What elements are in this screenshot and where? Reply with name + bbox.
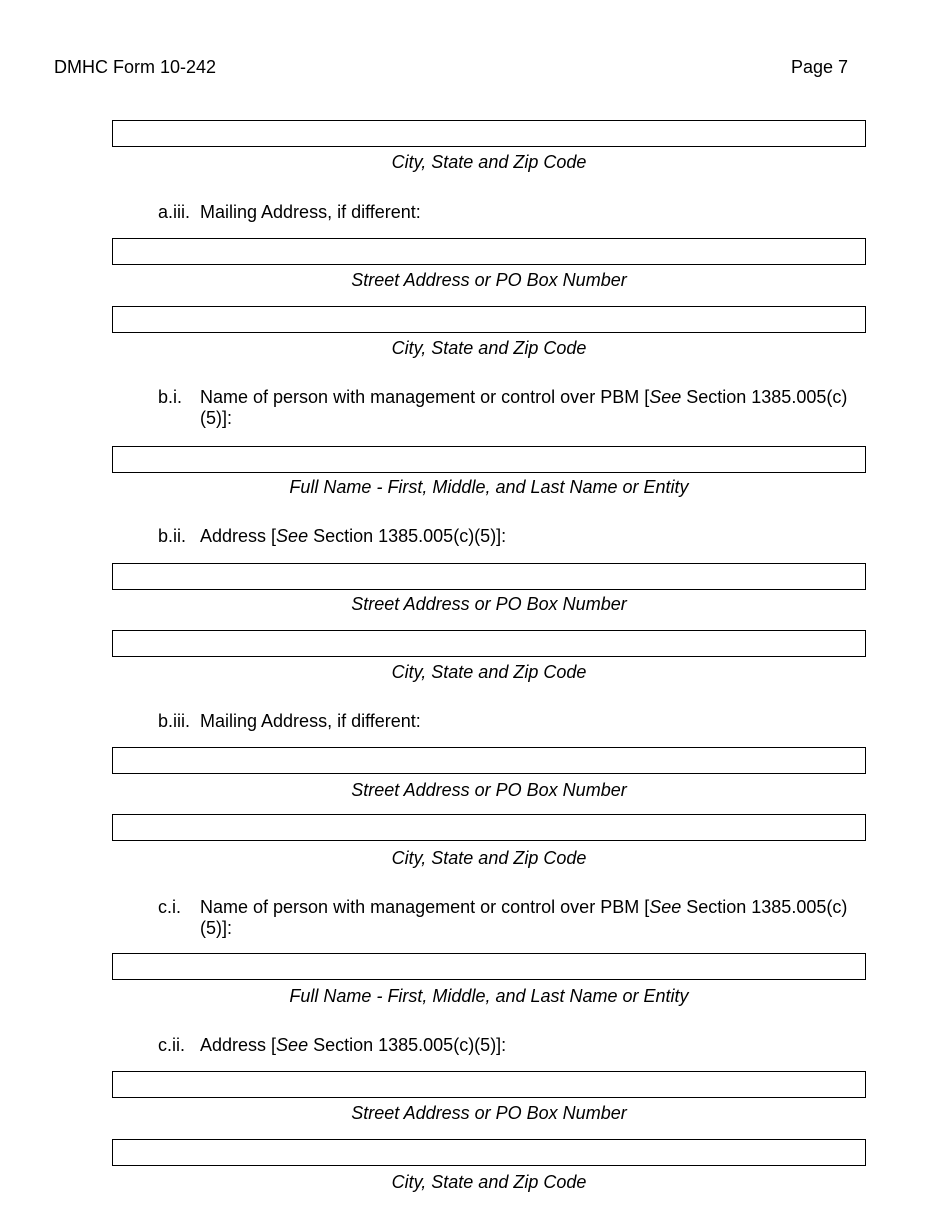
question-number: c.i.: [158, 897, 182, 917]
question-text: Name of person with management or control over PBM [See Section 1385.005(c)(5)]:: [200, 897, 848, 938]
b-iii-city-state-zip-field[interactable]: [112, 814, 866, 841]
full-name-caption: Full Name - First, Middle, and Last Name or Entity: [289, 477, 689, 497]
question-text: Mailing Address, if different:: [200, 711, 421, 731]
question-b-iii: [158, 711, 858, 732]
city-state-zip-caption: City, State and Zip Code: [391, 1172, 587, 1192]
question-text: Address [See Section 1385.005(c)(5)]:: [200, 526, 507, 546]
question-c-i: [158, 897, 858, 939]
question-number: b.iii.: [158, 711, 191, 731]
question-number: b.i.: [158, 387, 183, 407]
street-caption: Street Address or PO Box Number: [351, 1103, 627, 1123]
a-ii-city-state-zip-field[interactable]: [112, 120, 866, 147]
b-ii-street-field[interactable]: [112, 563, 866, 590]
c-ii-city-state-zip-field[interactable]: [112, 1139, 866, 1166]
city-state-zip-caption: City, State and Zip Code: [391, 662, 587, 682]
form-id: DMHC Form 10-242: [54, 57, 217, 77]
question-text: Address [See Section 1385.005(c)(5)]:: [200, 1035, 507, 1055]
street-caption: Street Address or PO Box Number: [351, 270, 627, 290]
city-state-zip-caption: City, State and Zip Code: [391, 848, 587, 868]
page-number: Page 7: [791, 57, 849, 77]
city-state-zip-caption: City, State and Zip Code: [391, 338, 587, 358]
question-number: a.iii.: [158, 202, 191, 222]
question-number: b.ii.: [158, 526, 187, 546]
question-text: Mailing Address, if different:: [200, 202, 421, 222]
full-name-caption: Full Name - First, Middle, and Last Name or Entity: [289, 986, 689, 1006]
question-a-iii: [158, 202, 858, 223]
city-state-zip-caption: City, State and Zip Code: [391, 152, 587, 172]
c-i-full-name-field[interactable]: [112, 953, 866, 980]
b-ii-city-state-zip-field[interactable]: [112, 630, 866, 657]
c-ii-street-field[interactable]: [112, 1071, 866, 1098]
street-caption: Street Address or PO Box Number: [351, 780, 627, 800]
b-iii-street-field[interactable]: [112, 747, 866, 774]
b-i-full-name-field[interactable]: [112, 446, 866, 473]
a-iii-street-field[interactable]: [112, 238, 866, 265]
question-c-ii: [158, 1035, 858, 1056]
a-iii-city-state-zip-field[interactable]: [112, 306, 866, 333]
question-b-i: [158, 387, 858, 429]
question-number: c.ii.: [158, 1035, 185, 1055]
question-text: Name of person with management or control over PBM [See Section 1385.005(c)(5)]:: [200, 387, 848, 428]
question-b-ii: [158, 526, 858, 547]
street-caption: Street Address or PO Box Number: [351, 594, 627, 614]
